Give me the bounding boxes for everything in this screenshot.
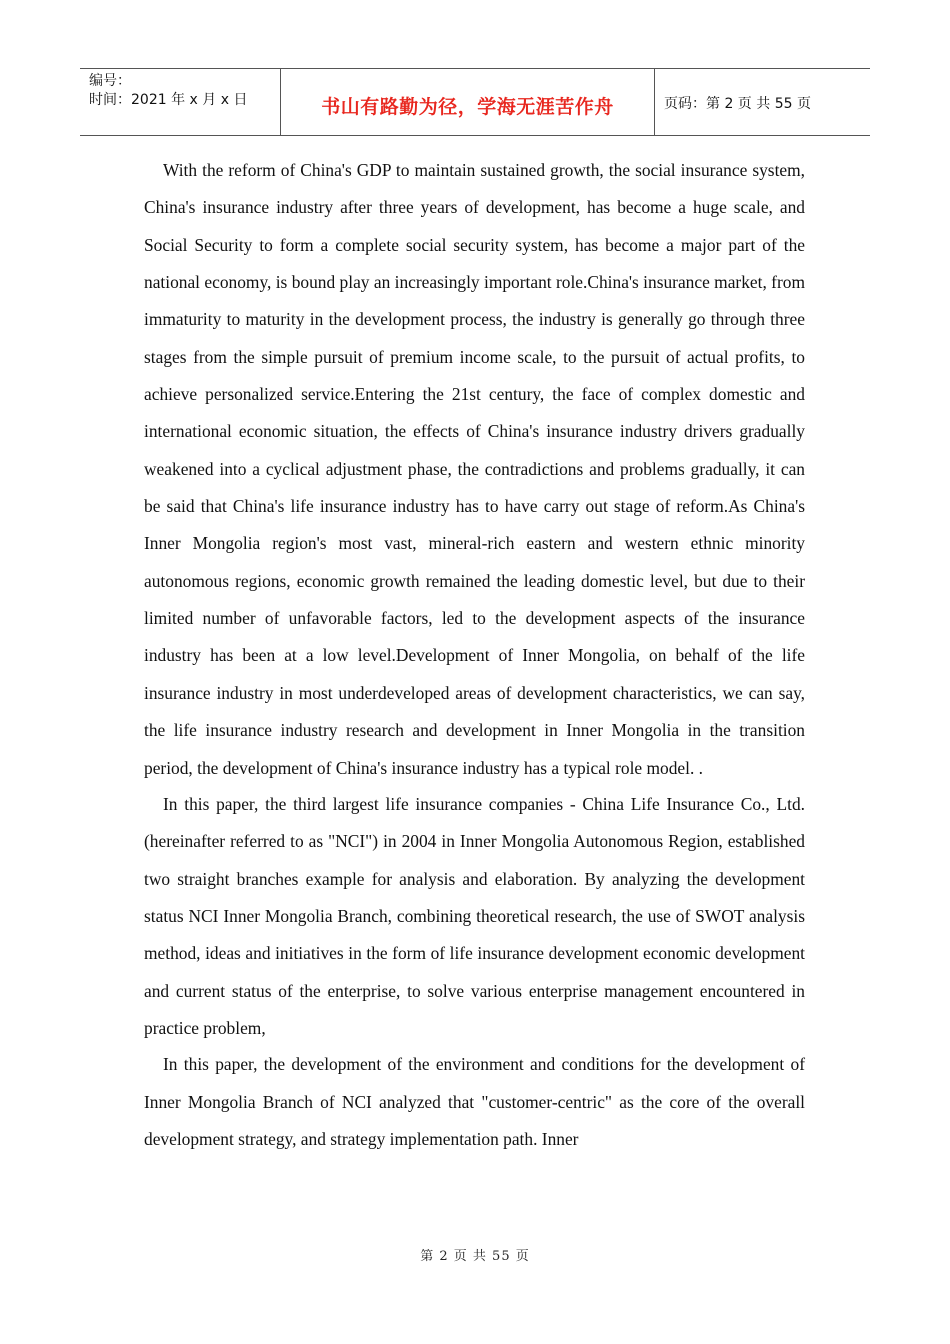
paragraph-3: In this paper, the development of the environment and conditions for the development of Inner Mongolia Branch of NCI analyzed that "customer-centric" as the core of the overall development strategy, and strategy implementation path. Inner xyxy=(144,1054,805,1149)
number-label: 编号： xyxy=(89,73,131,89)
page-header xyxy=(80,68,870,136)
document-body xyxy=(144,152,805,1158)
page-footer xyxy=(0,1245,950,1264)
footer-page-number: 第 2 页 共 55 页 xyxy=(420,1249,530,1264)
header-meta-cell xyxy=(80,69,281,135)
time-label: 时间：2021 年 x 月 x 日 xyxy=(89,92,248,108)
motto-text: 书山有路勤为径，学海无涯苦作舟 xyxy=(321,95,614,118)
page-info-cell xyxy=(655,69,870,135)
paragraph-2: In this paper, the third largest life insurance companies - China Life Insurance Co., Ltd. (hereinafter referred to as "NCI") in 2004 in Inner Mongolia Autonomous Region, established two straight branches example for analysis and elaboration. By analyzing the development status NCI Inner Mongolia Branch, combining theoretical research, the use of SWOT analysis method, ideas and initiatives in the form of life insurance development economic development and current status of the enterprise, to solve various enterprise management encountered in practice problem, xyxy=(144,793,805,1038)
motto-cell xyxy=(281,69,655,135)
paragraph-1: With the reform of China's GDP to maintain sustained growth, the social insurance system, China's insurance industry after three years of development, has become a huge scale, and Social Security to form a complete social security system, has become a major part of the national economy, is bound play an increasingly important role.China's insurance market, from immaturity to maturity in the development process, the industry is generally go through three stages from the simple pursuit of premium income scale, to the pursuit of actual profits, to achieve personalized service.Entering the 21st century, the face of complex domestic and international economic situation, the effects of China's insurance industry drivers gradually weakened into a cyclical adjustment phase, the contradictions and problems gradually, it can be said that China's life insurance industry has to have carry out stage of reform.As China's Inner Mongolia region's most vast, mineral-rich eastern and western ethnic minority autonomous regions, economic growth remained the leading domestic level, but due to their limited number of unfavorable factors, led to the development aspects of the insurance industry has been at a low level.Development of Inner Mongolia, on behalf of the life insurance industry in most underdeveloped areas of development characteristics, we can say, the life insurance industry research and development in Inner Mongolia in the transition period, the development of China's insurance industry has a typical role model. . xyxy=(144,160,805,778)
page-info-text: 页码：第 2 页 共 55 页 xyxy=(664,96,811,112)
